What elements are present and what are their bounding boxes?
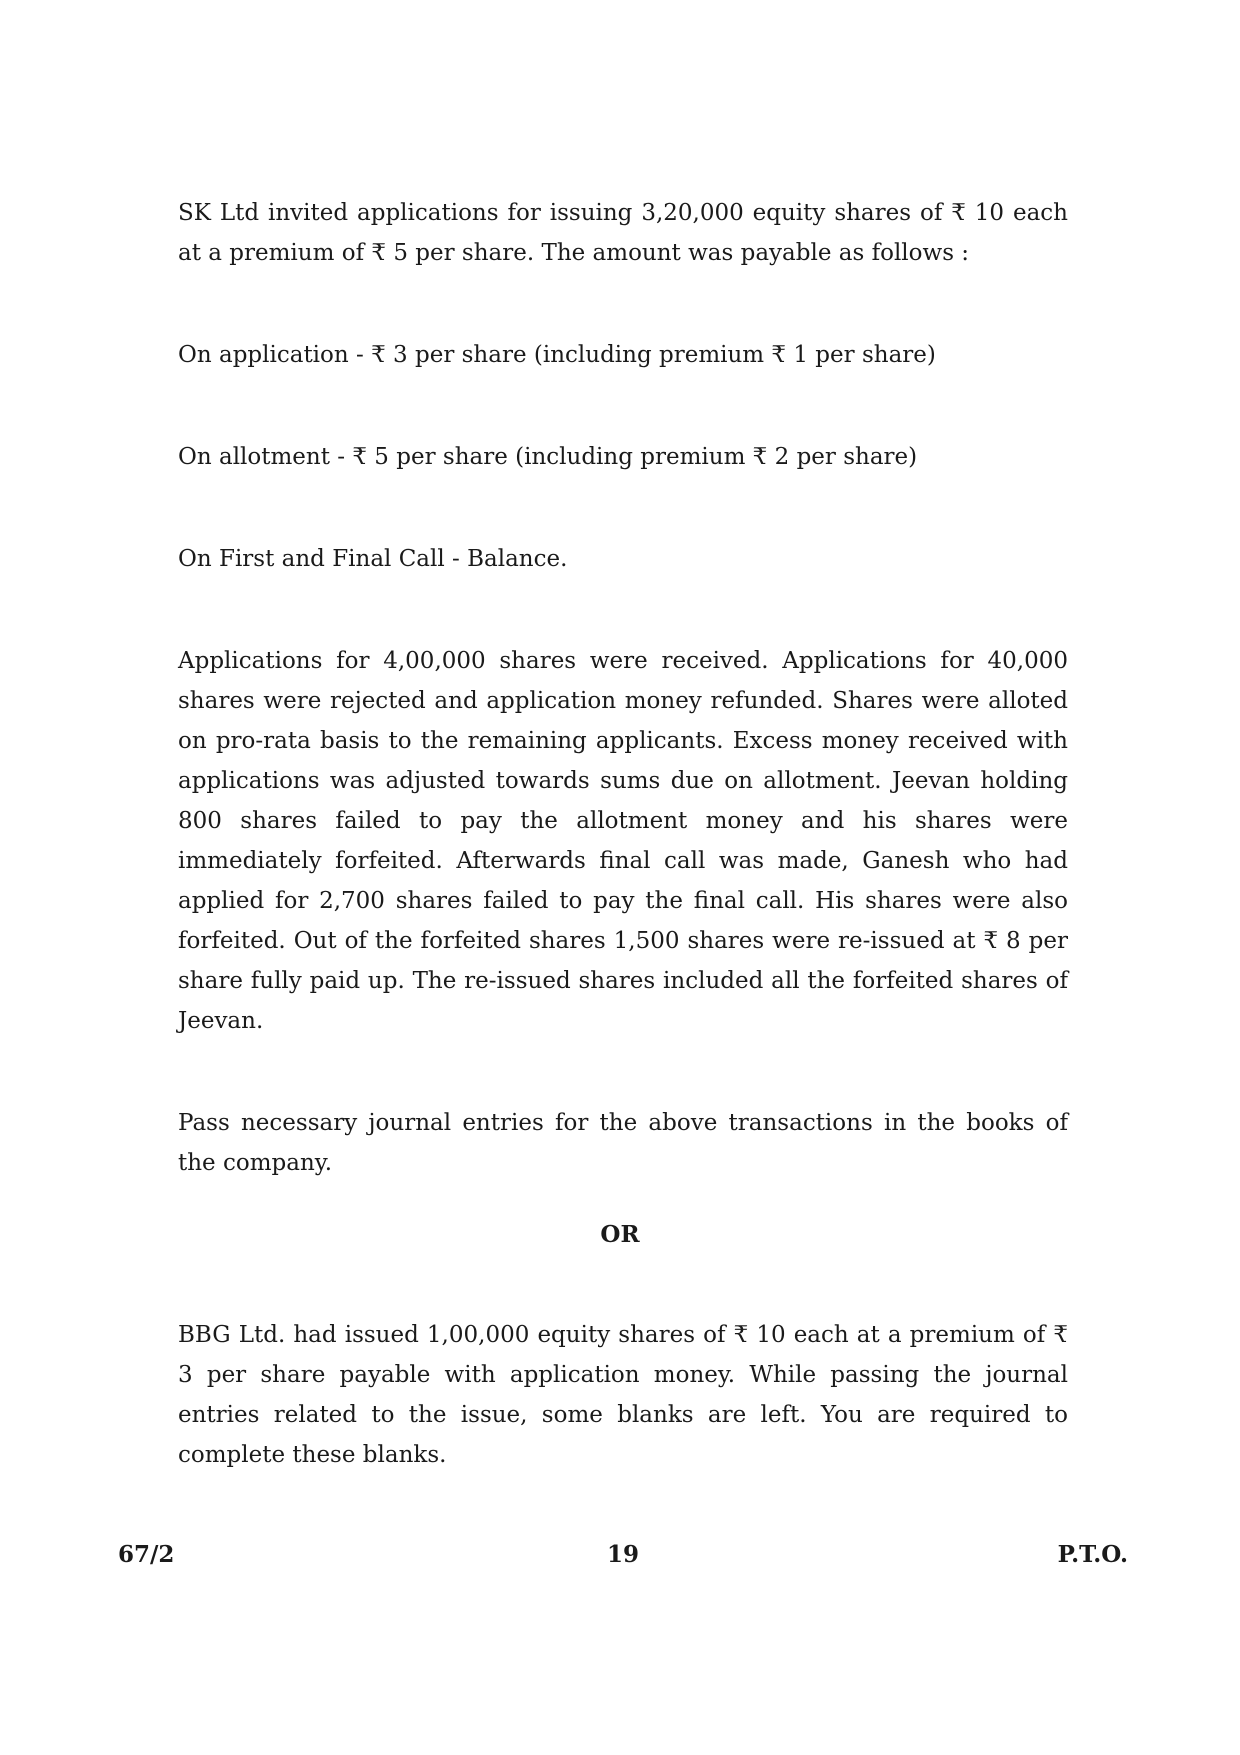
- term-final-call: On First and Final Call - Balance.: [178, 546, 568, 572]
- question-block: [178, 193, 1068, 1183]
- spacer: [178, 375, 1068, 437]
- alternative-question-block: [178, 1315, 1068, 1475]
- page-number: 19: [606, 1541, 639, 1568]
- term-allotment: On allotment - ₹ 5 per share (including premium ₹ 2 per share): [178, 444, 918, 470]
- paper-code: 67/2: [118, 1541, 175, 1568]
- question-instruction: Pass necessary journal entries for the above transactions in the books of the company.: [178, 1110, 1068, 1176]
- or-separator: OR: [600, 1221, 640, 1248]
- question-intro: SK Ltd invited applications for issuing 3,20,000 equity shares of ₹ 10 each at a premium of ₹ 5 per share. The amount was payable as follows :: [178, 200, 1068, 266]
- question-details: Applications for 4,00,000 shares were received. Applications for 40,000 shares were rejected and application money refunded. Shares were alloted on pro-rata basis to the remaining applicants. Excess money received with applications was adjusted towards sums due on allotment. Jeevan holding 800 shares failed to pay the allotment money and his shares were immediately forfeited. Afterwards final call was made, Ganesh who had applied for 2,700 shares failed to pay the final call. His shares were also forfeited. Out of the forfeited shares 1,500 shares were re-issued at ₹ 8 per share fully paid up. The re-issued shares included all the forfeited shares of Jeevan.: [178, 648, 1068, 1034]
- page-footer: [118, 1535, 1128, 1575]
- pto-label: P.T.O.: [1057, 1541, 1128, 1568]
- term-application: On application - ₹ 3 per share (including premium ₹ 1 per share): [178, 342, 936, 368]
- spacer: [178, 477, 1068, 539]
- alternative-text: BBG Ltd. had issued 1,00,000 equity shares of ₹ 10 each at a premium of ₹ 3 per share payable with application money. While passing the journal entries related to the issue, some blanks are left. You are required to complete these blanks.: [178, 1322, 1068, 1468]
- spacer: [178, 1041, 1068, 1103]
- spacer: [178, 273, 1068, 335]
- spacer: [178, 579, 1068, 641]
